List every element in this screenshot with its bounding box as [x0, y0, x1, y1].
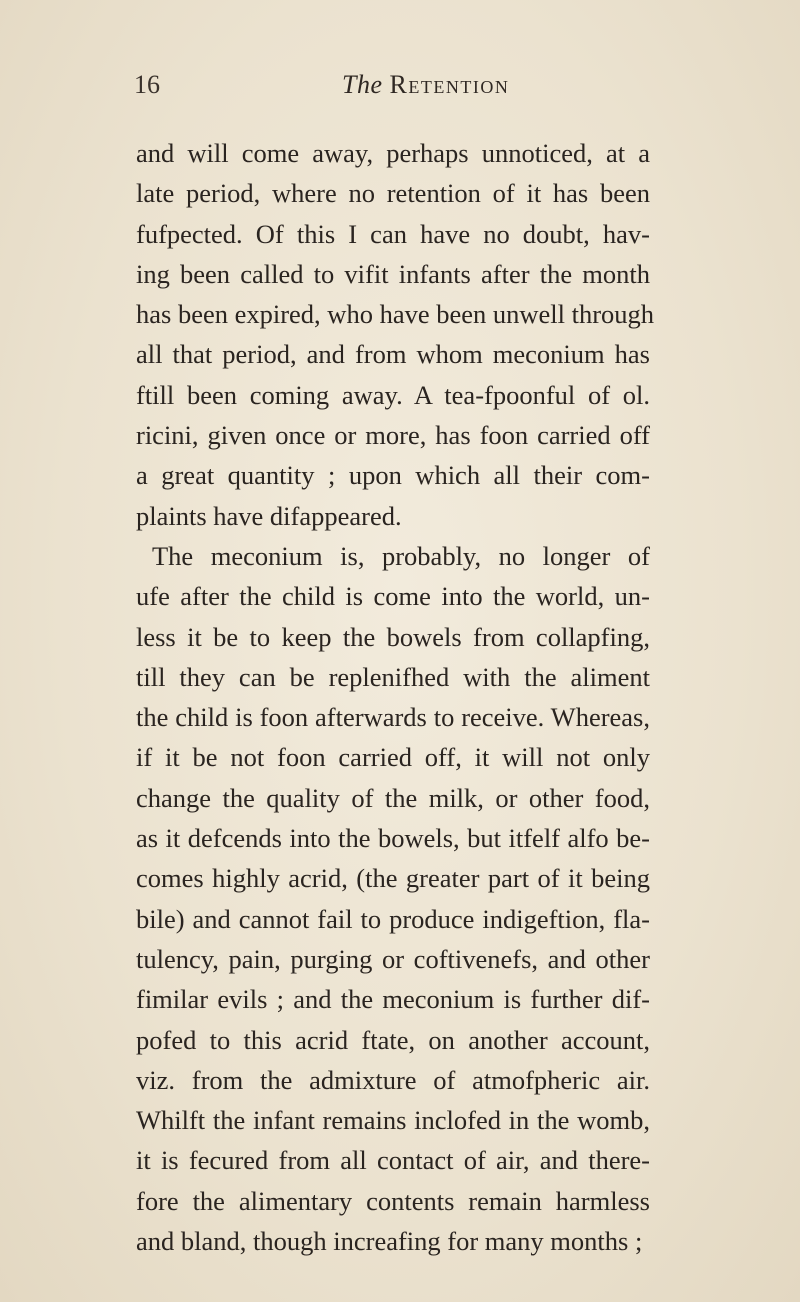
text-line: till they can be replenifhed with the aliment: [136, 661, 650, 692]
text-line: and will come away, perhaps unnoticed, at a: [136, 138, 650, 168]
text-line: Whilft the infant remains inclofed in the womb,: [136, 1105, 650, 1136]
text-line: fufpected. Of this I can have no doubt, hav-: [136, 218, 650, 249]
text-line: less it be to keep the bowels from collapfing,: [136, 621, 650, 652]
running-title-article: The: [342, 70, 383, 99]
text-line: viz. from the admixture of atmofpheric air.: [136, 1064, 650, 1095]
running-title: [342, 70, 509, 100]
text-line: bile) and cannot fail to produce indigeftion, fla-: [136, 903, 650, 934]
text-line: ufe after the child is come into the world, un-: [136, 581, 650, 612]
text-line: The meconium is, probably, no longer of: [152, 540, 650, 571]
text-line: the child is foon afterwards to receive. Whereas,: [136, 702, 650, 733]
text-line: all that period, and from whom meconium has: [136, 339, 650, 370]
text-line: fore the alimentary contents remain harmless: [136, 1185, 650, 1216]
running-title-word: Retention: [389, 70, 510, 99]
running-head: [134, 70, 700, 110]
text-line: tulency, pain, purging or coftivenefs, and other: [136, 943, 650, 974]
text-line: if it be not foon carried off, it will not only: [136, 742, 650, 773]
body-text: [136, 133, 655, 1261]
page-number: 16: [134, 70, 160, 99]
text-line: ftill been coming away. A tea-fpoonful of ol.: [136, 379, 650, 410]
text-line: plaints have difappeared.: [136, 500, 402, 531]
text-line: and bland, though increafing for many months ;: [136, 1226, 643, 1257]
text-line: ricini, given once or more, has foon carried off: [136, 420, 650, 451]
text-line: pofed to this acrid ftate, on another account,: [136, 1024, 650, 1055]
text-line: ing been called to vifit infants after the month: [136, 258, 650, 289]
text-line: it is fecured from all contact of air, and there-: [136, 1145, 650, 1176]
text-line: a great quantity ; upon which all their com-: [136, 460, 650, 491]
text-line: has been expired, who have been unwell through: [136, 299, 655, 330]
text-line: comes highly acrid, (the greater part of it being: [136, 863, 650, 894]
text-line: late period, where no retention of it has been: [136, 178, 650, 209]
text-line: change the quality of the milk, or other food,: [136, 782, 650, 813]
text-line: fimilar evils ; and the meconium is further dif-: [136, 984, 650, 1015]
text-line: as it defcends into the bowels, but itfelf alfo be-: [136, 823, 650, 854]
